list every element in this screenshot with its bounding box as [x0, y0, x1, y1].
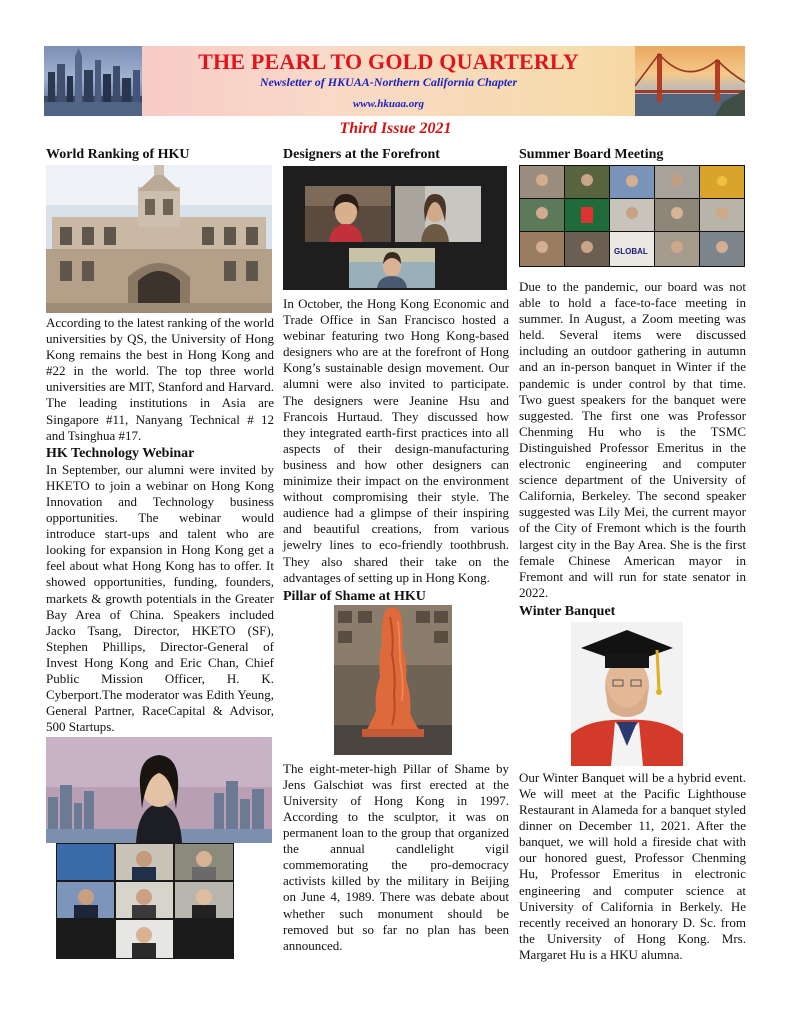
- pillar-of-shame-heading: Pillar of Shame at HKU: [283, 588, 426, 604]
- hku-main-building-photo: [46, 165, 272, 313]
- column-middle: [283, 146, 509, 954]
- golden-gate-bridge-photo: [635, 46, 745, 116]
- webinar-zoom-grid: [56, 843, 234, 959]
- newsletter-banner: [44, 46, 745, 116]
- webinar-speaker-photo: [46, 737, 272, 843]
- website-link[interactable]: www.hkuaa.org: [352, 98, 425, 110]
- professor-chenming-hu-photo: [571, 622, 683, 766]
- summer-board-heading: Summer Board Meeting: [519, 147, 664, 162]
- newsletter-title: THE PEARL TO GOLD QUARTERLY: [198, 49, 579, 74]
- summer-board-body: Due to the pandemic, our board was not able to hold a face-to-face meeting in summer. In August, a Zoom meeting was held. Several items were discussed including an outdoor gathering in autumn and an in-person banquet in Winter if the pandemic is under control by that time. Two guest speakers for the banquet were suggested. The first one was Professor Chenming Hu who is the TSMC Distinguished Professor Emeritus in the electronic engineering and computer science department of the University of California, Berkeley. The second speaker suggested was Lily Mei, the current mayor of the City of Fremont which is the fourth largest city in the Bay Area. She is the first female Chinese American mayor in Fremont and will run for state senator in 2022.: [519, 279, 746, 600]
- winter-banquet-heading: Winter Banquet: [519, 603, 616, 619]
- designers-body: In October, the Hong Kong Economic and Trade Office in San Francisco hosted a webinar featuring two Hong Kong-based designers who are at the forefront of Hong Kong’s sustainable design movement. Our alumni were also invited to participate. The designers were Jeanine Hsu and Francois Hurtaud. They discussed how they integrated earth-first practices into all aspects of their design-manufacturing business and how other designers can minimize their impact on the environment without compromising their style. The audience had a glimpse of their inspiring and beautiful creations, from various jewelry lines to eco-friendly toothbrush. They also shared their take on the advantages of setting up in Hong Kong.: [283, 296, 509, 585]
- designers-zoom-screenshot: [283, 166, 507, 290]
- pillar-of-shame-photo: [334, 605, 452, 755]
- winter-banquet-body: Our Winter Banquet will be a hybrid event. We will meet at the Pacific Lighthouse Restaurant in Alameda for a banquet styled dinner on December 11, 2021. After the banquet, we will hold a fireside chat with our honored guest, Professor Chenming Hu, Professor Emeritus in electronic engineering and computer science at University of California in Berkely. He recently received an honorary D. Sc. from the University of Hong Kong. Mrs. Margaret Hu is a HKU alumna.: [519, 769, 746, 962]
- designers-heading: Designers at the Forefront: [283, 147, 440, 162]
- hk-tech-webinar-heading: HK Technology Webinar: [46, 445, 195, 461]
- newsletter-subtitle: Newsletter of HKUAA-Northern California Chapter: [259, 75, 518, 89]
- pillar-of-shame-body: The eight-meter-high Pillar of Shame by Jens Galschiøt was first erected at the University of Hong Kong in 1997. According to the sculptor, it was on permanent loan to the group that organized the annual candlelight vigil commemorating the pro-democracy activists killed by the military in Beijing on June 4, 1989. There was debate about whether such monument should be removed but so far no plan has been announced.: [283, 760, 509, 953]
- hk-tech-webinar-body: In September, our alumni were invited by HKETO to join a webinar on Hong Kong Innovation and Technology business opportunities. The webinar would introduce start-ups and talent who are looking for expansion in Hong Kong get a feel about what Hong Kong has to offer. It showed opportunities, funding, founders, markets & growth potentials in the Greater Bay Area of China. Speakers included Jacko Tsang, Director, HKETO (SF), Stephen Phillips, Director-General of Invest Hong Kong and Eric Chan, Chief Public Mission Officer, H. K. Cyberport.The moderator was Edith Yeung, General Partner, RaceCapital & Advisor, 500 Startups.: [46, 461, 274, 735]
- column-right: [519, 146, 746, 963]
- masthead: [142, 49, 635, 111]
- global-logo-text: GLOBAL: [614, 247, 648, 256]
- world-ranking-body: According to the latest ranking of the world universities by QS, the University of Hong Kong remains the best in Hong Kong and #22 in the world. The top three world universities are MIT, Stanford and Harvard. The leading institutions in Asia are Singapore #11, Nanyang Technical # 12 and Tsinghua #17.: [46, 315, 274, 443]
- issue-label: Third Issue 2021: [339, 120, 452, 137]
- column-left: [46, 146, 274, 959]
- board-meeting-zoom-grid: [519, 165, 745, 267]
- world-ranking-heading: World Ranking of HKU: [46, 147, 190, 162]
- hong-kong-skyline-photo: [44, 46, 142, 116]
